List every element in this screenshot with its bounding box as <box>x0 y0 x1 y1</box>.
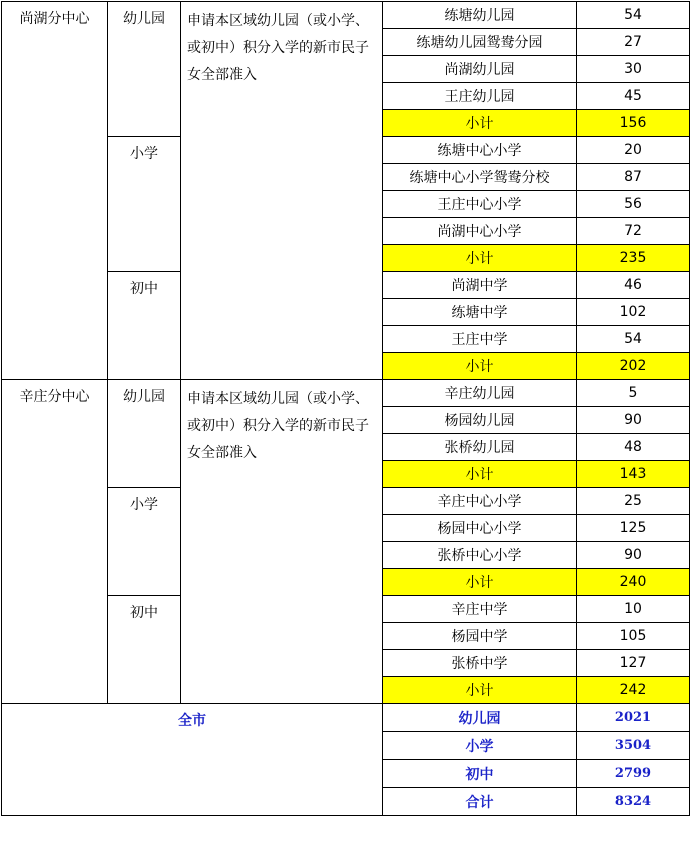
school-name: 尚湖中学 <box>383 272 577 299</box>
subtotal-label: 小计 <box>383 353 577 380</box>
school-name: 辛庄幼儿园 <box>383 380 577 407</box>
subtotal-label: 小计 <box>383 245 577 272</box>
school-name: 杨园中学 <box>383 623 577 650</box>
subtotal-value: 242 <box>577 677 690 704</box>
school-name: 杨园中心小学 <box>383 515 577 542</box>
school-count: 72 <box>577 218 690 245</box>
city-level-label: 合计 <box>383 788 577 816</box>
city-label: 全市 <box>2 704 383 816</box>
school-name: 练塘幼儿园鸳鸯分园 <box>383 29 577 56</box>
subtotal-label: 小计 <box>383 677 577 704</box>
school-name: 张桥幼儿园 <box>383 434 577 461</box>
city-level-value: 2021 <box>577 704 690 732</box>
center-name: 尚湖分中心 <box>2 2 108 380</box>
school-count: 25 <box>577 488 690 515</box>
school-name: 练塘中心小学 <box>383 137 577 164</box>
subtotal-label: 小计 <box>383 569 577 596</box>
table-row <box>2 2 690 29</box>
subtotal-value: 143 <box>577 461 690 488</box>
subtotal-label: 小计 <box>383 110 577 137</box>
school-name: 练塘中学 <box>383 299 577 326</box>
school-name: 练塘幼儿园 <box>383 2 577 29</box>
enrollment-table <box>1 1 690 816</box>
school-name: 辛庄中学 <box>383 596 577 623</box>
level-name: 小学 <box>108 137 181 272</box>
school-name: 王庄中学 <box>383 326 577 353</box>
center-name: 辛庄分中心 <box>2 380 108 704</box>
city-level-label: 幼儿园 <box>383 704 577 732</box>
school-name: 张桥中学 <box>383 650 577 677</box>
subtotal-value: 156 <box>577 110 690 137</box>
level-name: 幼儿园 <box>108 380 181 488</box>
school-count: 46 <box>577 272 690 299</box>
school-count: 30 <box>577 56 690 83</box>
school-count: 87 <box>577 164 690 191</box>
school-name: 尚湖幼儿园 <box>383 56 577 83</box>
city-level-value: 2799 <box>577 760 690 788</box>
city-level-label: 小学 <box>383 732 577 760</box>
school-count: 20 <box>577 137 690 164</box>
school-count: 54 <box>577 2 690 29</box>
subtotal-value: 240 <box>577 569 690 596</box>
level-name: 幼儿园 <box>108 2 181 137</box>
school-name: 尚湖中心小学 <box>383 218 577 245</box>
policy-text: 申请本区域幼儿园（或小学、或初中）积分入学的新市民子女全部准入 <box>181 380 383 704</box>
level-name: 初中 <box>108 596 181 704</box>
table-row <box>2 380 690 407</box>
school-count: 5 <box>577 380 690 407</box>
subtotal-value: 202 <box>577 353 690 380</box>
city-total-row <box>2 704 690 732</box>
school-name: 杨园幼儿园 <box>383 407 577 434</box>
level-name: 小学 <box>108 488 181 596</box>
school-count: 102 <box>577 299 690 326</box>
school-count: 127 <box>577 650 690 677</box>
school-name: 王庄幼儿园 <box>383 83 577 110</box>
policy-text: 申请本区域幼儿园（或小学、或初中）积分入学的新市民子女全部准入 <box>181 2 383 380</box>
level-name: 初中 <box>108 272 181 380</box>
city-level-value: 3504 <box>577 732 690 760</box>
school-count: 90 <box>577 542 690 569</box>
school-name: 辛庄中心小学 <box>383 488 577 515</box>
subtotal-value: 235 <box>577 245 690 272</box>
school-name: 张桥中心小学 <box>383 542 577 569</box>
school-count: 125 <box>577 515 690 542</box>
city-level-label: 初中 <box>383 760 577 788</box>
school-count: 27 <box>577 29 690 56</box>
subtotal-label: 小计 <box>383 461 577 488</box>
school-count: 105 <box>577 623 690 650</box>
school-count: 90 <box>577 407 690 434</box>
school-count: 45 <box>577 83 690 110</box>
school-count: 10 <box>577 596 690 623</box>
school-count: 54 <box>577 326 690 353</box>
school-count: 48 <box>577 434 690 461</box>
city-level-value: 8324 <box>577 788 690 816</box>
school-name: 练塘中心小学鸳鸯分校 <box>383 164 577 191</box>
school-name: 王庄中心小学 <box>383 191 577 218</box>
school-count: 56 <box>577 191 690 218</box>
